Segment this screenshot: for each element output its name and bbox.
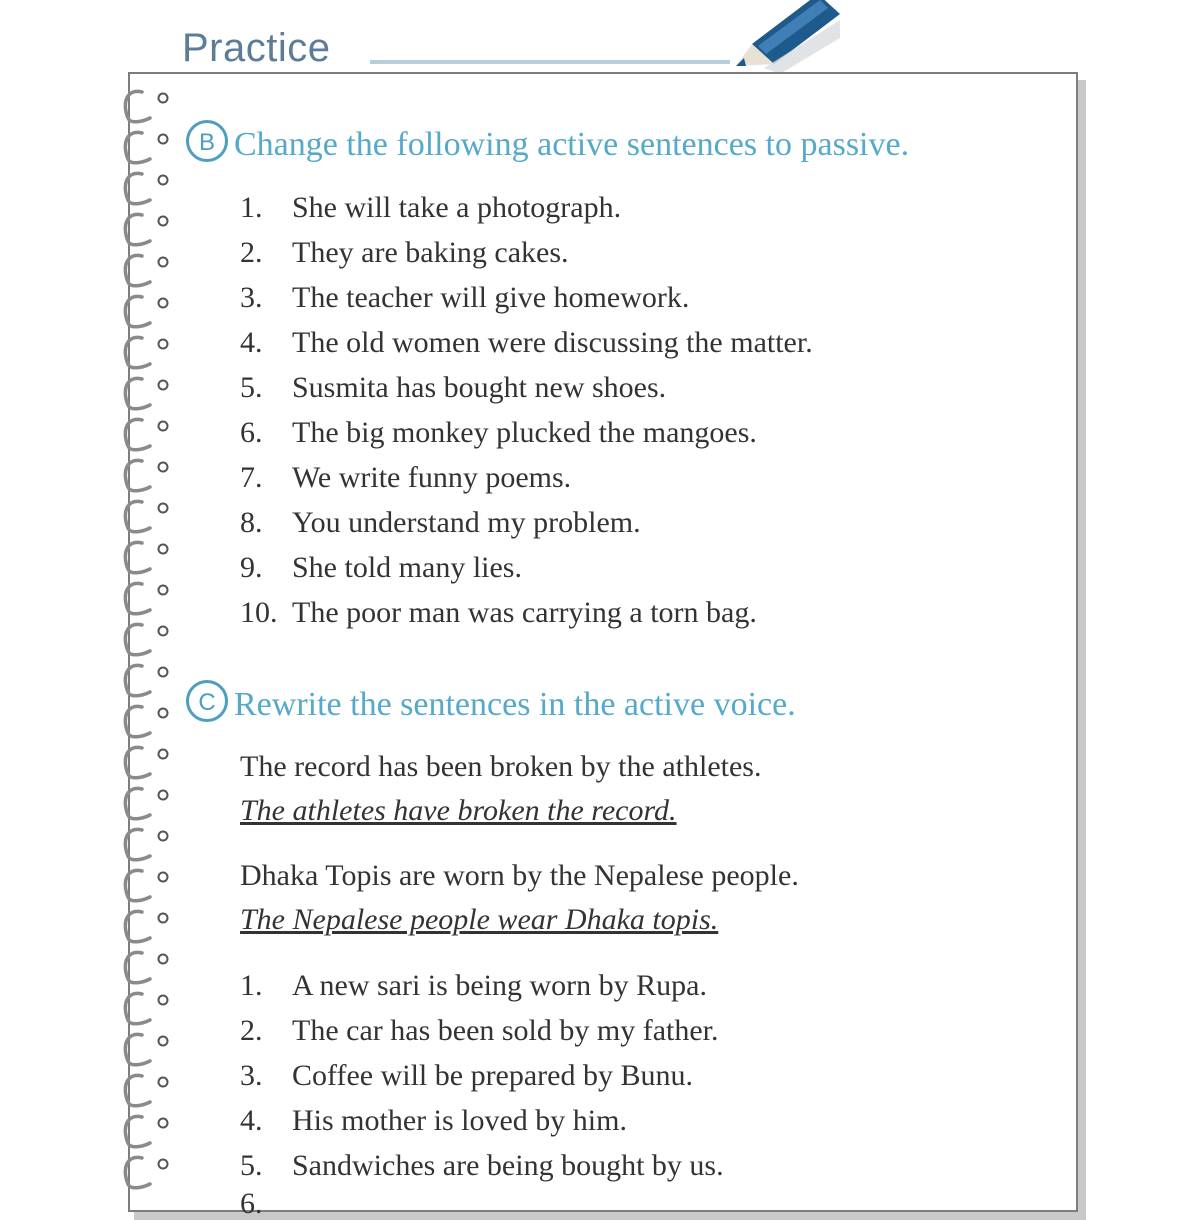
example-pair [240,745,761,833]
item-text: The teacher will give homework. [292,281,690,314]
spiral-ring [125,1157,167,1187]
pen-icon [700,0,840,75]
spiral-ring [125,706,167,736]
item-text: The poor man was carrying a torn bag. [292,596,757,629]
list-item [240,1098,724,1143]
section-c-title-text: Rewrite the sentences in the active voice. [234,686,796,723]
item-number: 3. [240,1059,263,1092]
item-number: 3. [240,281,263,314]
spiral-ring [125,460,167,490]
item-number: 10. [240,596,278,629]
item-number: 2. [240,236,263,269]
item-text: His mother is loved by him. [292,1104,627,1137]
spiral-ring [125,993,167,1023]
section-c-list [240,963,724,1188]
item-text: She told many lies. [292,551,522,584]
list-item [240,590,813,635]
item-number: 4. [240,326,263,359]
spiral-ring [125,1075,167,1105]
section-b-list [240,185,813,635]
list-item [240,1008,724,1053]
list-item [240,455,813,500]
list-item [240,365,813,410]
spiral-ring [125,1034,167,1064]
item-text: The big monkey plucked the mangoes. [292,416,757,449]
spiral-ring [125,337,167,367]
spiral-ring [125,501,167,531]
item-number: 1. [240,191,263,224]
spiral-ring [125,624,167,654]
item-number: 4. [240,1104,263,1137]
example-answer: The Nepalese people wear Dhaka topis. [240,903,719,936]
section-b-title-text: Change the following active sentences to passive. [234,126,910,163]
spiral-ring [125,214,167,244]
item-number: 5. [240,1149,263,1182]
spiral-ring [125,378,167,408]
spiral-ring [125,952,167,982]
spiral-ring [125,747,167,777]
spiral-ring [125,870,167,900]
spiral-ring [125,911,167,941]
spiral-ring [125,419,167,449]
example-pair [240,854,799,942]
list-item [240,1053,724,1098]
spiral-ring [125,583,167,613]
list-item [240,545,813,590]
item-text: Sandwiches are being bought by us. [292,1149,724,1182]
section-b-title [186,120,909,164]
item-text: Coffee will be prepared by Bunu. [292,1059,694,1092]
item-number: 5. [240,371,263,404]
item-number: 6. [240,416,263,449]
spiral-ring [125,665,167,695]
example-question: Dhaka Topis are worn by the Nepalese people. [240,859,799,892]
item-text: Susmita has bought new shoes. [292,371,667,404]
item-number: 8. [240,506,263,539]
item-text: We write funny poems. [292,461,572,494]
list-item [240,500,813,545]
section-c-badge: C [186,680,228,722]
item-text: A new sari is being worn by Rupa. [292,969,707,1002]
spiral-binding [112,78,182,1200]
practice-heading: Practice [182,26,331,70]
item-number: 9. [240,551,263,584]
item-text: They are baking cakes. [292,236,569,269]
item-text: She will take a photograph. [292,191,622,224]
list-item [240,1143,724,1188]
spiral-ring [125,132,167,162]
spiral-ring [125,542,167,572]
spiral-ring [125,173,167,203]
section-c-title [186,680,796,724]
list-item [240,275,813,320]
list-item [240,185,813,230]
spiral-ring [125,255,167,285]
list-item [240,320,813,365]
item-text: The car has been sold by my father. [292,1014,719,1047]
item-text: You understand my problem. [292,506,641,539]
spiral-ring [125,296,167,326]
list-item [240,230,813,275]
example-answer: The athletes have broken the record. [240,794,677,827]
spiral-ring [125,1116,167,1146]
item-number: 1. [240,969,263,1002]
list-item [240,410,813,455]
spiral-ring [125,788,167,818]
cutoff-list-item [240,1187,263,1220]
example-question: The record has been broken by the athletes. [240,750,762,783]
spiral-ring [125,829,167,859]
section-b-badge: B [186,120,228,162]
item-number: 7. [240,461,263,494]
item-number: 6. [240,1187,263,1220]
item-text: The old women were discussing the matter. [292,326,813,359]
list-item [240,963,724,1008]
heading-underline [370,60,730,64]
item-number: 2. [240,1014,263,1047]
spiral-ring [125,91,167,121]
